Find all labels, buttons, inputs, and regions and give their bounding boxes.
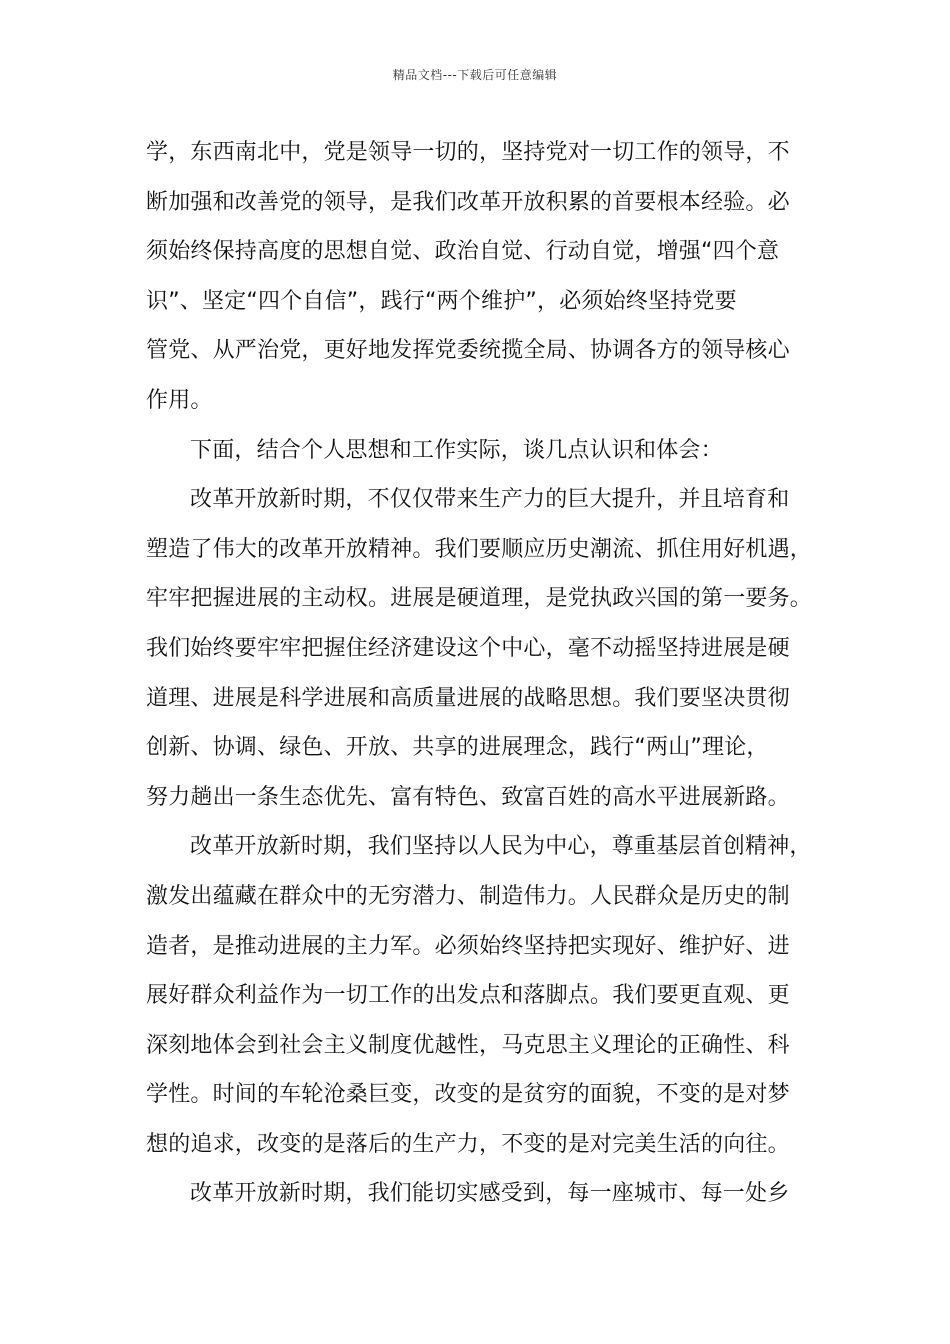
text-line: 断加强和改善党的领导，是我们改革开放积累的首要根本经验。必: [146, 189, 790, 215]
text-line: 塑造了伟大的改革开放精神。我们要顺应历史潮流、抓住用好机遇，: [146, 536, 813, 562]
text-line: 深刻地体会到社会主义制度优越性，马克思主义理论的正确性、科: [146, 1032, 790, 1058]
text-line: 须始终保持高度的思想自觉、政治自觉、行动自觉，增强“四个意: [146, 239, 780, 265]
paragraph-first-line: 下面，结合个人思想和工作实际，谈几点认识和体会：: [190, 437, 723, 463]
text-line: 想的追求，改变的是落后的生产力，不变的是对完美生活的向往。: [146, 1131, 790, 1157]
text-line: 道理、进展是科学进展和高质量进展的战略思想。我们要坚决贯彻: [146, 685, 790, 711]
text-line: 学，东西南北中，党是领导一切的，坚持党对一切工作的领导，不: [146, 140, 790, 165]
text-line: 展好群众利益作为一切工作的出发点和落脚点。我们要更直观、更: [146, 983, 790, 1009]
text-line: 激发出蕴藏在群众中的无穷潜力、制造伟力。人民群众是历史的制: [146, 883, 790, 909]
text-line: 我们始终要牢牢把握住经济建设这个中心，毫不动摇坚持进展是硬: [146, 635, 790, 661]
text-line: 管党、从严治党，更好地发挥党委统揽全局、协调各方的领导核心: [146, 338, 790, 364]
text-line: 作用。: [146, 387, 213, 413]
paragraph-first-line: 改革开放新时期，我们能切实感受到，每一座城市、每一处乡: [190, 1181, 790, 1207]
page-header: 精品文档---下载后可任意编辑: [392, 68, 558, 82]
paragraph-first-line: 改革开放新时期，我们坚持以人民为中心，尊重基层首创精神，: [190, 834, 812, 860]
body-text: [146, 128, 814, 1219]
text-line: 造者，是推动进展的主力军。必须始终坚持把实现好、维护好、进: [146, 933, 790, 959]
text-line: 创新、协调、绿色、开放、共享的进展理念，践行“两山”理论，: [146, 735, 769, 761]
paragraph-first-line: 改革开放新时期，不仅仅带来生产力的巨大提升，并且培育和: [190, 487, 790, 513]
text-line: 牢牢把握进展的主动权。进展是硬道理，是党执政兴国的第一要务。: [146, 586, 813, 612]
text-line: 识”、坚定“四个自信”，践行“两个维护”，必须始终坚持党要: [146, 288, 737, 314]
text-line: 学性。时间的车轮沧桑巨变，改变的是贫穷的面貌，不变的是对梦: [146, 1082, 790, 1108]
text-line: 努力趟出一条生态优先、富有特色、致富百姓的高水平进展新路。: [146, 784, 790, 810]
